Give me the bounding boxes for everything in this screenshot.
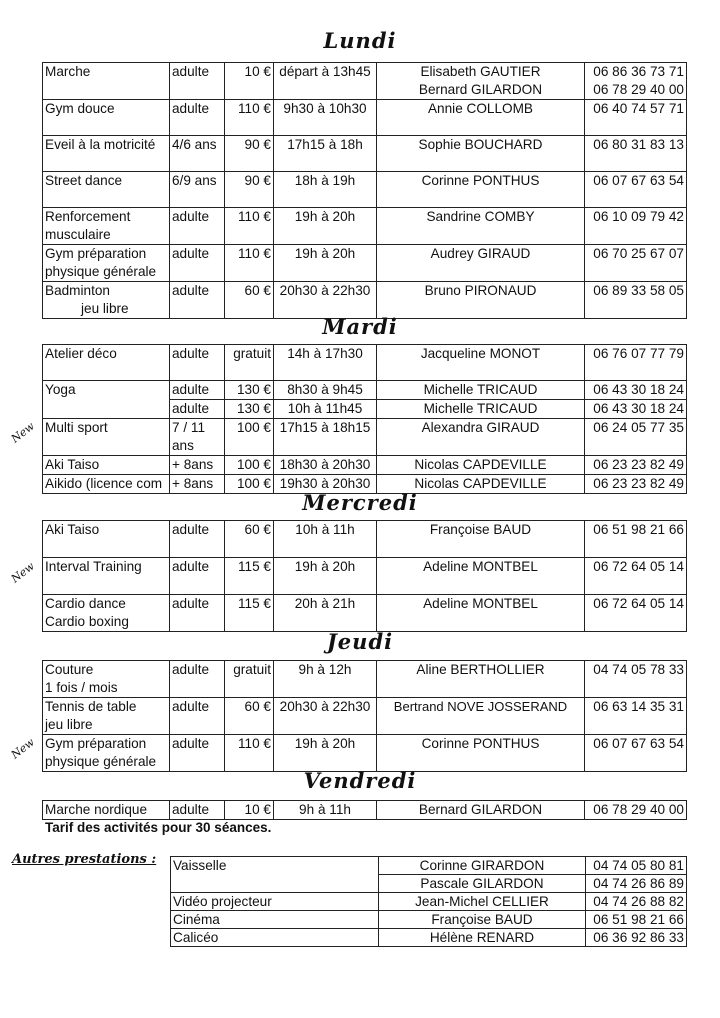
- service-cell: Vaisselle: [171, 857, 379, 893]
- contact-cell: Michelle TRICAUD: [377, 400, 585, 419]
- price-cell: 100 €: [225, 456, 274, 475]
- time-cell: 18h à 19h: [274, 172, 377, 208]
- contact-cell: Françoise BAUD: [377, 521, 585, 558]
- public-cell: + 8ans: [170, 475, 225, 494]
- new-label: New: [8, 735, 37, 762]
- contact-cell: Jacqueline MONOT: [377, 345, 585, 381]
- activity-cell: Marche nordique: [43, 801, 170, 820]
- phone-cell: 06 51 98 21 66: [585, 521, 687, 558]
- phone-number: 06 86 36 73 71: [593, 64, 684, 79]
- public-cell: adulte: [170, 245, 225, 282]
- table-row: [43, 661, 687, 698]
- table-row: [171, 929, 687, 947]
- phone-cell: 06 63 14 35 31: [585, 698, 687, 735]
- phone-cell: 06 89 33 58 05: [585, 282, 687, 319]
- service-cell: Vidéo projecteur: [171, 893, 379, 911]
- contact-cell: Bruno PIRONAUD: [377, 282, 585, 319]
- contact-cell: Corinne PONTHUS: [377, 735, 585, 772]
- phone-cell: 06 23 23 82 49: [585, 456, 687, 475]
- price-cell: 110 €: [225, 735, 274, 772]
- time-cell: 9h30 à 10h30: [274, 100, 377, 136]
- phone-cell: 06 76 07 77 79: [585, 345, 687, 381]
- time-cell: 10h à 11h45: [274, 400, 377, 419]
- phone-cell: 06 80 31 83 13: [585, 136, 687, 172]
- activity-cell: Marche: [43, 63, 170, 100]
- activity-cell: [43, 282, 170, 319]
- activity-cell: Aikido (licence com: [43, 475, 170, 494]
- time-cell: 19h à 20h: [274, 735, 377, 772]
- schedule-table-vendredi: [42, 800, 687, 820]
- activity-cell: [43, 208, 170, 245]
- table-row: [43, 558, 687, 595]
- public-cell: adulte: [170, 63, 225, 100]
- contact-name: Elisabeth GAUTIER: [420, 64, 541, 79]
- time-cell: 20h à 21h: [274, 595, 377, 632]
- public-cell: adulte: [170, 698, 225, 735]
- time-cell: 17h15 à 18h: [274, 136, 377, 172]
- time-cell: 18h30 à 20h30: [274, 456, 377, 475]
- public-cell: [170, 419, 225, 456]
- activity-cell: [43, 735, 170, 772]
- time-cell: 9h à 12h: [274, 661, 377, 698]
- price-cell: gratuit: [225, 661, 274, 698]
- time-cell: 8h30 à 9h45: [274, 381, 377, 400]
- price-cell: 60 €: [225, 282, 274, 319]
- table-row: [171, 911, 687, 929]
- price-cell: 110 €: [225, 100, 274, 136]
- public-cell: adulte: [170, 521, 225, 558]
- new-label: New: [8, 419, 37, 446]
- contact-cell: Nicolas CAPDEVILLE: [377, 456, 585, 475]
- phone-cell: 06 43 30 18 24: [585, 381, 687, 400]
- activity-line: Cardio boxing: [45, 614, 129, 629]
- activity-cell: Eveil à la motricité: [43, 136, 170, 172]
- activity-cell: [43, 661, 170, 698]
- contact-cell: Corinne GIRARDON: [379, 857, 586, 875]
- table-row: [43, 345, 687, 381]
- price-cell: 60 €: [225, 698, 274, 735]
- activity-line: Tennis de table: [45, 699, 137, 714]
- public-cell: adulte: [170, 345, 225, 381]
- table-row: [43, 801, 687, 820]
- table-row: [43, 456, 687, 475]
- activity-cell: Aki Taiso: [43, 521, 170, 558]
- price-cell: 90 €: [225, 172, 274, 208]
- table-row: [43, 698, 687, 735]
- contact-cell: Bertrand NOVE JOSSERAND: [377, 698, 585, 735]
- time-cell: 17h15 à 18h15: [274, 419, 377, 456]
- phone-cell: 06 07 67 63 54: [585, 735, 687, 772]
- activity-line: 1 fois / mois: [45, 680, 118, 695]
- activity-line: Renforcement: [45, 209, 131, 224]
- activity-line: Gym préparation: [45, 736, 147, 751]
- public-cell: + 8ans: [170, 456, 225, 475]
- contact-cell: Adeline MONTBEL: [377, 558, 585, 595]
- phone-cell: 04 74 26 86 89: [586, 875, 687, 893]
- activity-cell: Gym douce: [43, 100, 170, 136]
- contact-cell: Sandrine COMBY: [377, 208, 585, 245]
- contact-cell: Pascale GILARDON: [379, 875, 586, 893]
- contact-cell: Audrey GIRAUD: [377, 245, 585, 282]
- price-cell: 10 €: [225, 63, 274, 100]
- time-cell: 19h à 20h: [274, 208, 377, 245]
- table-row: [43, 136, 687, 172]
- contact-cell: Françoise BAUD: [379, 911, 586, 929]
- phone-cell: 04 74 05 80 81: [586, 857, 687, 875]
- activity-cell: Interval Training: [43, 558, 170, 595]
- public-cell: adulte: [170, 801, 225, 820]
- table-row: [171, 857, 687, 875]
- activity-cell: Multi sport: [43, 419, 170, 456]
- other-services-title: Autres prestations :: [12, 852, 157, 867]
- time-cell: 14h à 17h30: [274, 345, 377, 381]
- public-cell: 4/6 ans: [170, 136, 225, 172]
- price-cell: 10 €: [225, 801, 274, 820]
- public-cell: adulte: [170, 661, 225, 698]
- activity-cell: [43, 595, 170, 632]
- day-title-mercredi: Mercredi: [302, 490, 418, 515]
- public-cell: adulte: [170, 381, 225, 400]
- phone-cell: 06 72 64 05 14: [585, 595, 687, 632]
- public-cell: adulte: [170, 100, 225, 136]
- table-row: [43, 172, 687, 208]
- phone-cell: 06 07 67 63 54: [585, 172, 687, 208]
- activity-cell: Aki Taiso: [43, 456, 170, 475]
- table-row: [43, 63, 687, 100]
- activity-line: Gym préparation: [45, 246, 147, 261]
- price-note: Tarif des activités pour 30 séances.: [45, 820, 272, 835]
- activity-line: musculaire: [45, 227, 111, 242]
- activity-line: Badminton: [45, 283, 110, 298]
- phone-cell: 04 74 26 88 82: [586, 893, 687, 911]
- schedule-table-mardi: [42, 344, 687, 494]
- public-cell: adulte: [170, 558, 225, 595]
- public-cell: adulte: [170, 735, 225, 772]
- price-cell: 130 €: [225, 381, 274, 400]
- contact-cell: Adeline MONTBEL: [377, 595, 585, 632]
- phone-cell: 06 40 74 57 71: [585, 100, 687, 136]
- price-cell: 100 €: [225, 475, 274, 494]
- phone-cell: 06 51 98 21 66: [586, 911, 687, 929]
- time-cell: 9h à 11h: [274, 801, 377, 820]
- time-cell: 19h30 à 20h30: [274, 475, 377, 494]
- table-row: [43, 595, 687, 632]
- phone-cell: 04 74 05 78 33: [585, 661, 687, 698]
- price-cell: 100 €: [225, 419, 274, 456]
- public-line: ans: [172, 438, 194, 453]
- activity-cell: Yoga: [43, 381, 170, 419]
- service-cell: Cinéma: [171, 911, 379, 929]
- activity-line: physique générale: [45, 264, 157, 279]
- price-cell: gratuit: [225, 345, 274, 381]
- phone-number: 06 78 29 40 00: [593, 82, 684, 97]
- public-cell: 6/9 ans: [170, 172, 225, 208]
- phone-cell: 06 24 05 77 35: [585, 419, 687, 456]
- time-cell: 20h30 à 22h30: [274, 698, 377, 735]
- contact-cell: Alexandra GIRAUD: [377, 419, 585, 456]
- table-row: [171, 893, 687, 911]
- time-cell: 19h à 20h: [274, 245, 377, 282]
- contact-name: Bernard GILARDON: [418, 82, 543, 97]
- price-cell: 110 €: [225, 208, 274, 245]
- other-services-table: [170, 856, 687, 947]
- activity-cell: Atelier déco: [43, 345, 170, 381]
- contact-cell: Nicolas CAPDEVILLE: [377, 475, 585, 494]
- time-cell: 10h à 11h: [274, 521, 377, 558]
- table-row: [43, 100, 687, 136]
- contact-cell: Aline BERTHOLLIER: [377, 661, 585, 698]
- public-cell: adulte: [170, 208, 225, 245]
- phone-cell: 06 78 29 40 00: [585, 801, 687, 820]
- table-row: [43, 208, 687, 245]
- time-cell: 20h30 à 22h30: [274, 282, 377, 319]
- day-title-lundi: Lundi: [323, 28, 397, 53]
- price-cell: 60 €: [225, 521, 274, 558]
- phone-cell: 06 72 64 05 14: [585, 558, 687, 595]
- contact-cell: Sophie BOUCHARD: [377, 136, 585, 172]
- contact-cell: Hélène RENARD: [379, 929, 586, 947]
- schedule-table-lundi: [42, 62, 687, 319]
- phone-cell: 06 10 09 79 42: [585, 208, 687, 245]
- table-row: [43, 245, 687, 282]
- phone-cell: 06 23 23 82 49: [585, 475, 687, 494]
- table-row: [43, 381, 687, 400]
- price-cell: 90 €: [225, 136, 274, 172]
- phone-cell: 06 70 25 67 07: [585, 245, 687, 282]
- contact-cell: Michelle TRICAUD: [377, 381, 585, 400]
- price-cell: 110 €: [225, 245, 274, 282]
- public-cell: adulte: [170, 400, 225, 419]
- activity-cell: [43, 245, 170, 282]
- contact-cell: [377, 63, 585, 100]
- table-row: [43, 419, 687, 456]
- activity-cell: [43, 698, 170, 735]
- public-cell: adulte: [170, 282, 225, 319]
- activity-line: jeu libre: [81, 301, 129, 316]
- activity-line: physique générale: [45, 754, 157, 769]
- contact-cell: Bernard GILARDON: [377, 801, 585, 820]
- public-line: 7 / 11: [172, 420, 206, 435]
- time-cell: 19h à 20h: [274, 558, 377, 595]
- activity-line: jeu libre: [45, 717, 93, 732]
- price-cell: 115 €: [225, 595, 274, 632]
- service-cell: Calicéo: [171, 929, 379, 947]
- contact-cell: Jean-Michel CELLIER: [379, 893, 586, 911]
- phone-cell: 06 43 30 18 24: [585, 400, 687, 419]
- price-cell: 115 €: [225, 558, 274, 595]
- phone-cell: [585, 63, 687, 100]
- phone-cell: 06 36 92 86 33: [586, 929, 687, 947]
- table-row: [43, 735, 687, 772]
- activity-line: Cardio dance: [45, 596, 126, 611]
- day-title-jeudi: Jeudi: [326, 629, 394, 654]
- schedule-table-jeudi: [42, 660, 687, 772]
- activity-cell: Street dance: [43, 172, 170, 208]
- time-cell: départ à 13h45: [274, 63, 377, 100]
- table-row: [43, 282, 687, 319]
- table-row: [43, 521, 687, 558]
- activity-line: Couture: [45, 662, 94, 677]
- contact-cell: Annie COLLOMB: [377, 100, 585, 136]
- price-cell: 130 €: [225, 400, 274, 419]
- public-cell: adulte: [170, 595, 225, 632]
- day-title-mardi: Mardi: [322, 314, 398, 339]
- schedule-table-mercredi: [42, 520, 687, 632]
- new-label: New: [8, 559, 37, 586]
- contact-cell: Corinne PONTHUS: [377, 172, 585, 208]
- day-title-vendredi: Vendredi: [303, 768, 417, 793]
